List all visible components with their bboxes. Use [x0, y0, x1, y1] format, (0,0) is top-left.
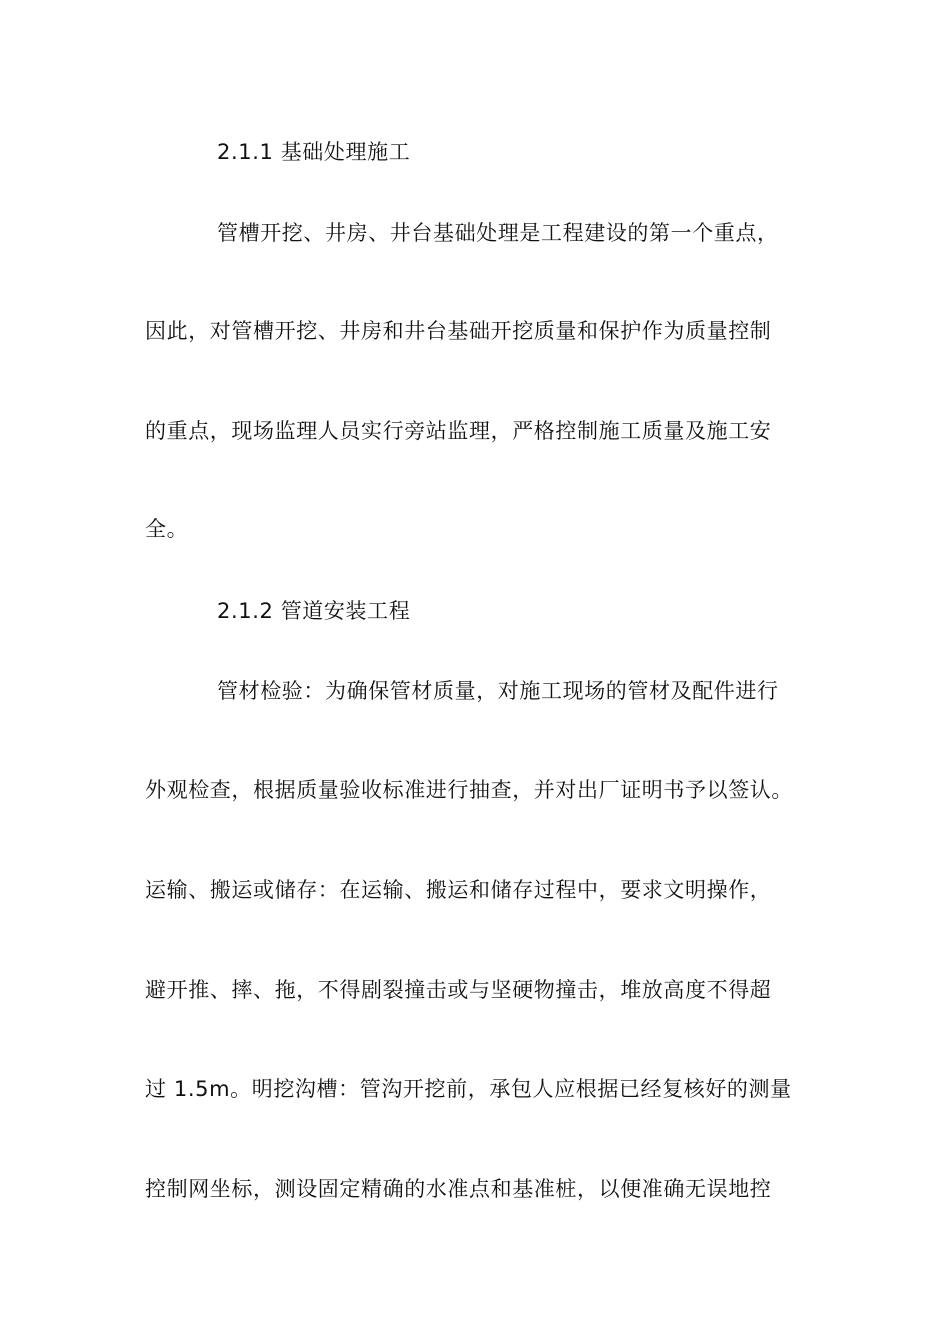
paragraph-line: 外观检查，根据质量验收标准进行抽查，并对出厂证明书予以签认。: [145, 778, 793, 802]
section-heading-2-1-2: 2.1.2 管道安装工程: [217, 599, 411, 623]
paragraph-line: 过 1.5m。明挖沟槽：管沟开挖前，承包人应根据已经复核好的测量: [145, 1077, 792, 1101]
paragraph-line: 因此，对管槽开挖、井房和井台基础开挖质量和保护作为质量控制: [145, 319, 772, 343]
paragraph-line: 控制网坐标，测设固定精确的水准点和基准桩，以便准确无误地控: [145, 1177, 772, 1201]
paragraph-line: 运输、搬运或储存：在运输、搬运和储存过程中，要求文明操作，: [145, 878, 772, 902]
section-heading-2-1-1: 2.1.1 基础处理施工: [217, 140, 411, 164]
paragraph-line: 全。: [145, 517, 189, 541]
paragraph-line: 管槽开挖、井房、井台基础处理是工程建设的第一个重点，: [217, 221, 779, 245]
paragraph-line: 避开推、摔、拖，不得剧裂撞击或与坚硬物撞击，堆放高度不得超: [145, 978, 772, 1002]
paragraph-line: 管材检验：为确保管材质量，对施工现场的管材及配件进行: [217, 679, 779, 703]
paragraph-line: 的重点，现场监理人员实行旁站监理，严格控制施工质量及施工安: [145, 419, 772, 443]
